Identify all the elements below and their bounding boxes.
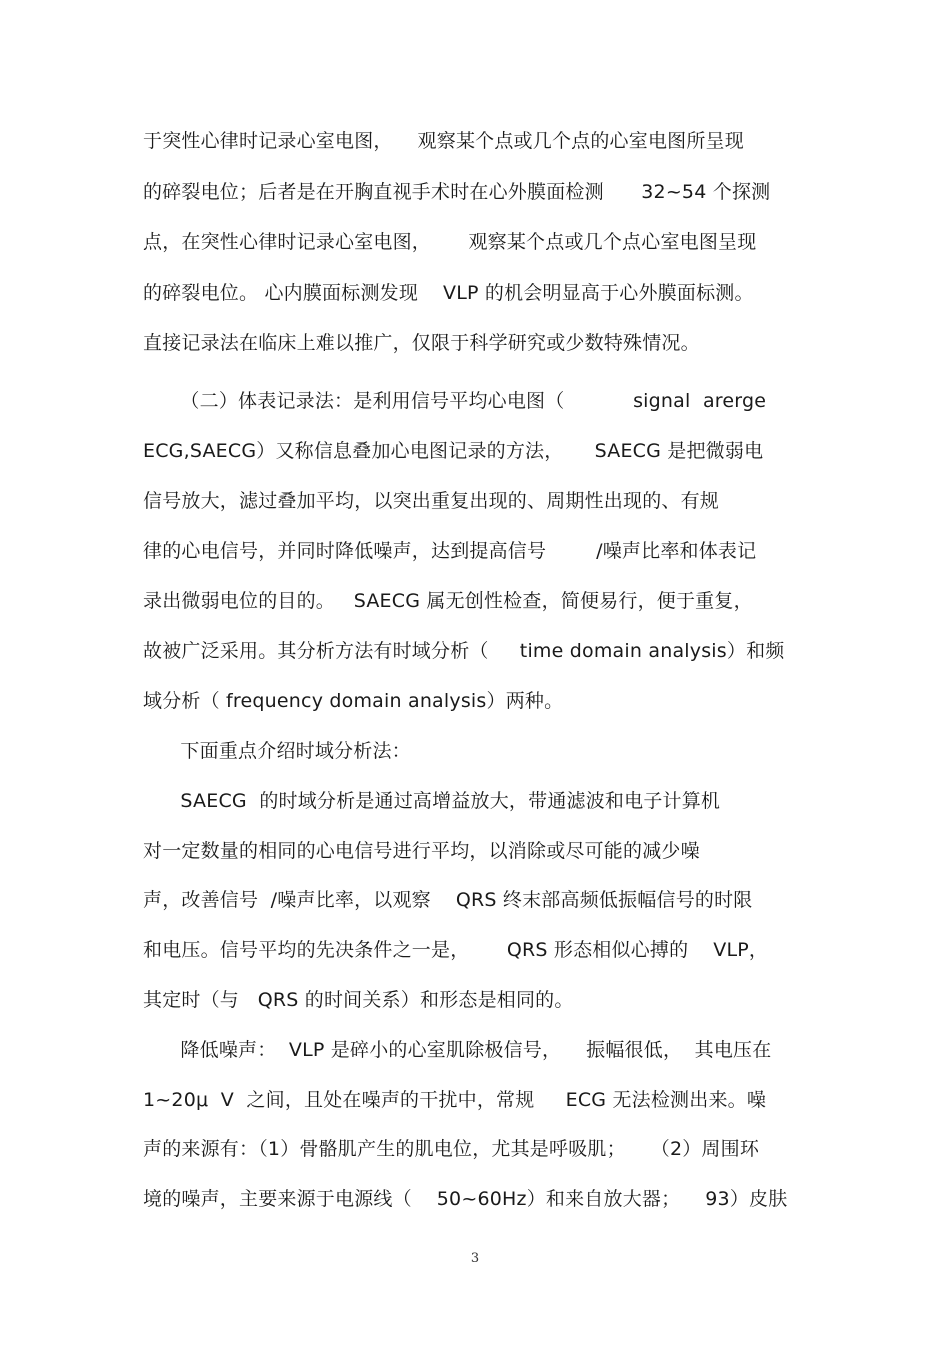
text-line: SAECG 的时域分析是通过高增益放大，带通滤波和电子计算机: [143, 790, 721, 812]
text-line: 境的噪声，主要来源于电源线（ 50~60Hz）和来自放大器； 93）皮肤: [143, 1188, 788, 1210]
text-line: 的碎裂电位；后者是在开胸直视手术时在心外膜面检测 32~54 个探测: [143, 181, 771, 203]
text-line: 声的来源有：（1）骨骼肌产生的肌电位，尤其是呼吸肌； （2）周围环: [143, 1138, 760, 1160]
text-line: 录出微弱电位的目的。 SAECG 属无创性检查，简便易行，便于重复，: [143, 590, 753, 612]
text-line: 的碎裂电位。 心内膜面标测发现 VLP 的机会明显高于心外膜面标测。: [143, 282, 754, 304]
text-line: 点，在突性心律时记录心室电图， 观察某个点或几个点心室电图呈现: [143, 231, 757, 253]
text-line: 1~20μ V 之间，且处在噪声的干扰中，常规 ECG 无法检测出来。噪: [143, 1089, 767, 1111]
text-line: 律的心电信号，并同时降低噪声，达到提高信号 /噪声比率和体表记: [143, 540, 757, 562]
text-line: 声，改善信号 /噪声比率，以观察 QRS 终末部高频低振幅信号的时限: [143, 889, 753, 911]
text-line: ECG,SAECG）又称信息叠加心电图记录的方法， SAECG 是把微弱电: [143, 440, 764, 462]
text-line: 故被广泛采用。其分析方法有时域分析（ time domain analysis）和频: [143, 640, 785, 662]
page-number: 3: [470, 1251, 480, 1266]
text-line: （二）体表记录法：是利用信号平均心电图（ signal arerge: [143, 390, 767, 412]
text-line: 直接记录法在临床上难以推广，仅限于科学研究或少数特殊情况。: [143, 332, 700, 354]
text-line: 对一定数量的相同的心电信号进行平均，以消除或尽可能的减少噪: [143, 840, 700, 862]
text-line: 和电压。信号平均的先决条件之一是， QRS 形态相似心搏的 VLP，: [143, 939, 769, 961]
text-line: 降低噪声： VLP 是碎小的心室肌除极信号， 振幅很低， 其电压在: [143, 1039, 772, 1061]
text-line: 下面重点介绍时域分析法：: [143, 740, 411, 762]
text-line: 域分析（ frequency domain analysis）两种。: [143, 690, 564, 712]
text-line: 信号放大，滤过叠加平均，以突出重复出现的、周期性出现的、有规: [143, 490, 720, 512]
text-line: 于突性心律时记录心室电图， 观察某个点或几个点的心室电图所呈现: [143, 130, 744, 152]
text-line: 其定时（与 QRS 的时间关系）和形态是相同的。: [143, 989, 574, 1011]
